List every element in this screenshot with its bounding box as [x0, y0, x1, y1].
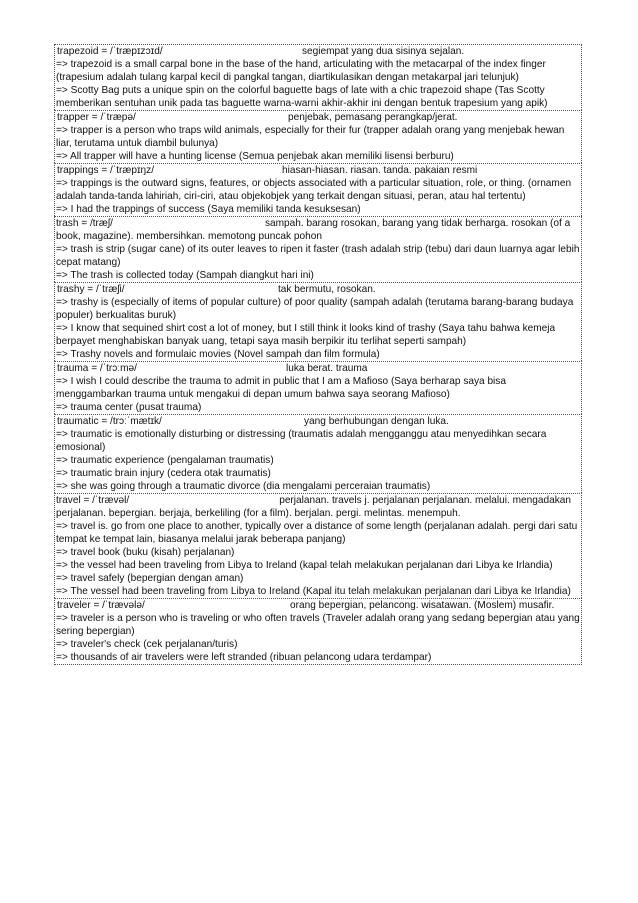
- entry-word: trauma = /ˈtrɔːmə/: [57, 363, 137, 374]
- example-line: => travel book (buku (kisah) perjalanan): [56, 547, 235, 558]
- example-line: => traveler's check (cek perjalanan/turis): [56, 639, 238, 650]
- example-line: => trappings is the outward signs, features, or objects associated with a particular situation, role, or thing. (ornamen adalah tanda-tanda lahiriah, ciri-ciri, atau objekobjek yang terkait dengan situasi, peran, atau hal tertentu): [56, 178, 572, 202]
- example-line: => traumatic experience (pengalaman traumatis): [56, 455, 274, 466]
- dictionary-document: [54, 44, 582, 665]
- entry-meaning: segiempat yang dua sisinya sejalan.: [302, 46, 465, 57]
- entry-word: traveler = /ˈtrævələ/: [57, 600, 145, 611]
- example-line: => traumatic brain injury (cedera otak traumatis): [56, 468, 271, 479]
- entry-traveler: [54, 598, 582, 665]
- example-line: => I had the trappings of success (Saya memiliki tanda kesuksesan): [56, 204, 361, 215]
- example-line: => traumatic is emotionally disturbing or distressing (traumatis adalah mengganggu atau menyedihkan secara emosional): [56, 429, 547, 453]
- example-line: => The trash is collected today (Sampah diangkut hari ini): [56, 270, 314, 281]
- entry-meaning: hiasan-hiasan. riasan. tanda. pakaian resmi: [282, 165, 478, 176]
- entry-word: trappings = /ˈtræpɪŋz/: [57, 165, 155, 176]
- entry-travel: [54, 493, 582, 598]
- example-line: => thousands of air travelers were left stranded (ribuan pelancong udara terdampar): [56, 652, 432, 663]
- entry-word: trash = /træʃ/: [56, 218, 113, 229]
- example-line: => trauma center (pusat trauma): [56, 402, 202, 413]
- entry-meaning: sampah. barang rosokan, barang yang tidak berharga. rosokan (of a book, magazine). membersihkan. memotong puncak pohon: [56, 218, 571, 242]
- entry-traumatic: [54, 414, 582, 493]
- entry-meaning: orang bepergian, pelancong. wisatawan. (Moslem) musafir.: [290, 600, 555, 611]
- example-line: => trapezoid is a small carpal bone in the base of the hand, articulating with the metacarpal of the index finger (trapesium adalah tulang karpal kecil di pangkal tangan, diartikulasikan dengan metakarpal jari telunjuk): [56, 59, 546, 83]
- entry-meaning: penjebak, pemasang perangkap/jerat.: [288, 112, 458, 123]
- entry-meaning: luka berat. trauma: [286, 363, 368, 374]
- example-line: => travel is. go from one place to another, typically over a distance of some length (perjalanan adalah. pergi dari satu tempat ke tempat lain, biasanya melalui jarak beberapa panjang): [56, 521, 578, 545]
- example-line: => trash is strip (sugar cane) of its outer leaves to ripen it faster (trash adalah strip (tebu) dari daun luarnya agar lebih cepat matang): [56, 244, 580, 268]
- example-line: => Scotty Bag puts a unique spin on the colorful baguette bags of late with a chic trapezoid shape (Tas Scotty memberikan sentuhan unik pada tas baguette warna-warni akhir-akhir ini dengan bentuk trapesium yang apik): [56, 85, 548, 109]
- entry-trapezoid: [54, 44, 582, 110]
- example-line: => I wish I could describe the trauma to admit in public that I am a Mafioso (Saya berharap saya bisa menggambarkan trauma untuk mengakui di depan umum bahwa saya seorang Mafioso): [56, 376, 506, 400]
- example-line: => Trashy novels and formulaic movies (Novel sampah dan film formula): [56, 349, 380, 360]
- example-line: => I know that sequined shirt cost a lot of money, but I still think it looks kind of trashy (Saya tahu bahwa kemeja berpayet menghabiskan banyak uang, tetapi saya masih berpikir itu terlihat seperti sampah): [56, 323, 556, 347]
- entry-trapper: [54, 110, 582, 163]
- example-line: => trapper is a person who traps wild animals, especially for their fur (trapper adalah orang yang menjebak hewan liar, terutama untuk diambil bulunya): [56, 125, 565, 149]
- entry-trash: [54, 216, 582, 282]
- example-line: => trashy is (especially of items of popular culture) of poor quality (sampah adalah (terutama barang-barang budaya populer) berkualitas buruk): [56, 297, 574, 321]
- entry-trauma: [54, 361, 582, 414]
- entry-word: trapper = /ˈtræpə/: [57, 112, 136, 123]
- entry-trashy: [54, 282, 582, 361]
- example-line: => the vessel had been traveling from Libya to Ireland (kapal telah melakukan perjalanan dari Libya ke Irlandia): [56, 560, 553, 571]
- example-line: => All trapper will have a hunting license (Semua penjebak akan memiliki lisensi berburu): [56, 151, 454, 162]
- example-line: => The vessel had been traveling from Libya to Ireland (Kapal itu telah melakukan perjalanan dari Libya ke Irlandia): [56, 586, 571, 597]
- entry-trappings: [54, 163, 582, 216]
- entry-meaning: tak bermutu, rosokan.: [278, 284, 376, 295]
- entry-word: trashy = /ˈtræʃi/: [57, 284, 125, 295]
- entry-meaning: yang berhubungan dengan luka.: [304, 416, 449, 427]
- example-line: => travel safely (bepergian dengan aman): [56, 573, 244, 584]
- entry-word: travel = /ˈtrævəl/: [56, 495, 130, 506]
- entry-meaning: perjalanan. travels j. perjalanan perjalanan. melalui. mengadakan perjalanan. bepergian. berjaja, berkeliling (for a film). berjalan. pergi. melintas. menempuh.: [56, 495, 571, 519]
- entry-word: traumatic = /trɔːˈmætɪk/: [57, 416, 162, 427]
- entry-word: trapezoid = /ˈtræpɪzɔɪd/: [57, 46, 163, 57]
- example-line: => traveler is a person who is traveling or who often travels (Traveler adalah orang yang sedang bepergian atau yang sering bepergian): [56, 613, 580, 637]
- example-line: => she was going through a traumatic divorce (dia mengalami perceraian traumatis): [56, 481, 431, 492]
